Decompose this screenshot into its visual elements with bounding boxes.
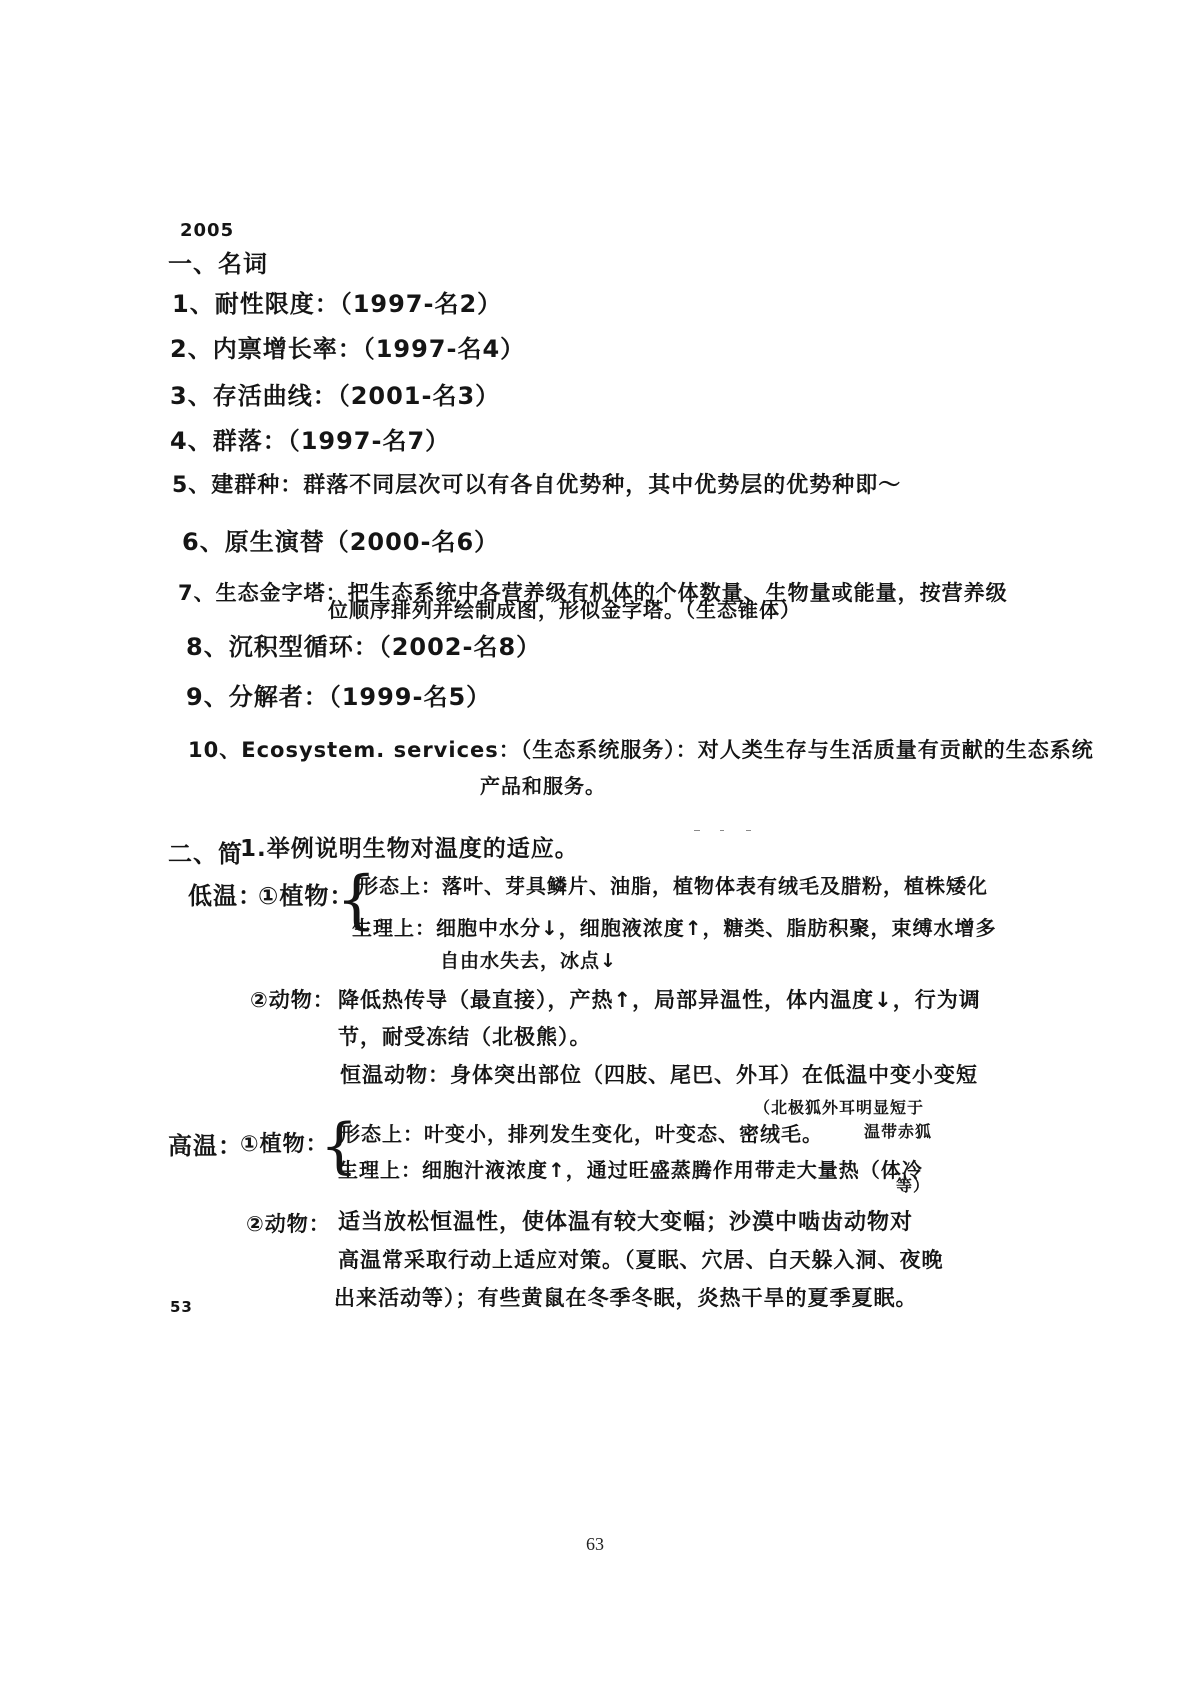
term-item-10: 10、Ecosystem. services：（生态系统服务）：对人类生存与生活质量有贡献的生态系统 — [188, 738, 1094, 762]
term-item-2: 2、内禀增长率：（1997-名4） — [170, 335, 526, 363]
low-temp-plant-morph: 形态上：落叶、芽具鳞片、油脂，植物体表有绒毛及腊粉，植株矮化 — [358, 874, 988, 898]
term-item-7: 7、生态金字塔：把生态系统中各营养级有机体的个体数量、生物量或能量，按营养级 — [178, 581, 1008, 605]
low-temp-label: 低温： — [188, 882, 263, 910]
term-item-8: 8、沉积型循环：（2002-名8） — [186, 633, 542, 661]
high-temp-animal-2: 高温常采取行动上适应对策。（夏眠、穴居、白天躲入洞、夜晚 — [338, 1248, 944, 1272]
high-temp-animal-3: 出来活动等）；有些黄鼠在冬季冬眠，炎热干旱的夏季夏眠。 — [334, 1286, 918, 1310]
low-temp-animal-3: 恒温动物：身体突出部位（四肢、尾巴、外耳）在低温中变小变短 — [340, 1063, 978, 1087]
brace-low-plant: { — [336, 863, 377, 937]
term-item-3: 3、存活曲线：（2001-名3） — [170, 382, 501, 410]
high-temp-plant-label: ①植物： — [240, 1132, 329, 1157]
high-temp-note-2: 温带赤狐 — [864, 1122, 933, 1141]
term-item-4: 4、群落：（1997-名7） — [170, 427, 451, 455]
term-item-1: 1、耐性限度：（1997-名2） — [172, 290, 503, 318]
section1-title: 一、名词 — [168, 250, 268, 278]
high-temp-animal-label: ②动物： — [246, 1212, 331, 1236]
low-temp-animal-1: 降低热传导（最直接），产热↑，局部异温性，体内温度↓，行为调 — [338, 988, 981, 1012]
low-temp-plant-phys-1: 生理上：细胞中水分↓，细胞液浓度↑，糖类、脂肪积聚，束缚水增多 — [352, 916, 997, 940]
low-temp-plant-phys-2: 自由水失去，冰点↓ — [440, 950, 617, 972]
page-number: 63 — [586, 1534, 604, 1554]
year-label: 2005 — [180, 220, 235, 241]
high-temp-plant-morph: 形态上：叶变小，排列发生变化，叶变态、密绒毛。 — [340, 1122, 823, 1146]
term-item-9: 9、分解者：（1999-名5） — [186, 683, 492, 711]
handwritten-page-number: 53 — [170, 1298, 193, 1316]
high-temp-label: 高温： — [168, 1132, 243, 1160]
high-temp-animal-1: 适当放松恒温性，使体温有较大变幅；沙漠中啮齿动物对 — [338, 1210, 914, 1235]
scan-speck — [720, 830, 724, 831]
high-temp-plant-phys-end: 等） — [896, 1176, 931, 1195]
high-temp-note-1: （北极狐外耳明显短于 — [754, 1098, 925, 1117]
low-temp-animal-label: ②动物： — [250, 988, 335, 1012]
low-temp-plant-label: ①植物： — [258, 882, 355, 910]
brace-high-plant: { — [320, 1111, 359, 1181]
high-temp-plant-phys: 生理上：细胞汁液浓度↑，通过旺盛蒸腾作用带走大量热（体冷 — [338, 1158, 923, 1182]
term-item-10-cont: 产品和服务。 — [480, 774, 606, 798]
section2-title: 二、简 — [168, 840, 243, 868]
scan-speck — [746, 830, 751, 831]
term-item-6: 6、原生演替（2000-名6） — [182, 528, 500, 556]
section2-question: 1.举例说明生物对温度的适应。 — [240, 836, 579, 862]
term-item-5: 5、建群种：群落不同层次可以有各自优势种，其中优势层的优势种即～ — [172, 473, 902, 498]
low-temp-animal-2: 节，耐受冻结（北极熊）。 — [338, 1025, 592, 1049]
scan-speck — [694, 830, 700, 831]
term-item-7-cont: 位顺序排列并绘制成图，形似金字塔。（生态锥体） — [328, 598, 801, 622]
